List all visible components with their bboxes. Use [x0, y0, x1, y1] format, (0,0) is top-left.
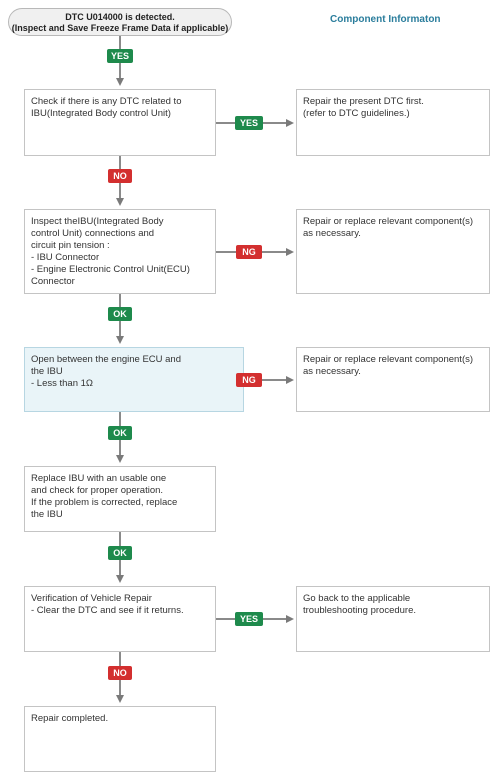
step-3-line-3: - Less than 1Ω [31, 378, 94, 389]
action-2-line-2: as necessary. [303, 228, 361, 239]
action-2-box [296, 209, 490, 294]
no-badge-step5: NO [108, 666, 132, 680]
step-3-line-2: the IBU [31, 366, 63, 377]
action-4-line-1: Go back to the applicable [303, 593, 411, 604]
step-1-box [24, 89, 216, 156]
step-4-box [24, 466, 216, 532]
start-line-1: DTC U014000 is detected. [65, 12, 175, 22]
step-2-line-6: Connector [31, 276, 75, 287]
step-4-line-3: If the problem is corrected, replace [31, 497, 178, 508]
component-information-header: Component Informaton [330, 14, 441, 25]
step-5-line-1: Verification of Vehicle Repair [31, 593, 152, 604]
action-2-line-1: Repair or replace relevant component(s) [303, 216, 474, 227]
ok-badge-step4: OK [108, 546, 132, 560]
step-4-line-4: the IBU [31, 509, 63, 520]
step-2-line-2: control Unit) connections and [31, 228, 155, 239]
step-1-line-2: IBU(Integrated Body control Unit) [31, 108, 171, 119]
start-node [8, 8, 232, 36]
action-4-line-2: troubleshooting procedure. [303, 605, 417, 616]
ok-badge-step3: OK [108, 426, 132, 440]
yes-badge-step1: YES [235, 116, 263, 130]
step-2-line-1: Inspect theIBU(Integrated Body [31, 216, 164, 227]
step-5-line-2: - Clear the DTC and see if it returns. [31, 605, 184, 616]
ok-badge-step2: OK [108, 307, 132, 321]
ng-badge-step3: NG [236, 373, 262, 387]
no-badge-step1: NO [108, 169, 132, 183]
action-3-line-2: as necessary. [303, 366, 361, 377]
action-3-line-1: Repair or replace relevant component(s) [303, 354, 474, 365]
step-3-box [24, 347, 244, 412]
action-3-box [296, 347, 490, 412]
action-1-line-2: (refer to DTC guidelines.) [303, 108, 410, 119]
start-line-2: (Inspect and Save Freeze Frame Data if applicable) [11, 23, 229, 33]
step-6-line-1: Repair completed. [31, 713, 109, 724]
step-3-line-1: Open between the engine ECU and [31, 354, 181, 365]
step-2-line-3: circuit pin tension : [31, 240, 110, 251]
step-2-line-5: - Engine Electronic Control Unit(ECU) [31, 264, 190, 275]
step-5-box [24, 586, 216, 652]
step-4-line-1: Replace IBU with an usable one [31, 473, 167, 484]
action-1-box [296, 89, 490, 156]
step-6-box [24, 706, 216, 772]
yes-badge-start: YES [107, 49, 133, 63]
action-1-line-1: Repair the present DTC first. [303, 96, 424, 107]
ng-badge-step2: NG [236, 245, 262, 259]
step-2-box [24, 209, 216, 294]
step-4-line-2: and check for proper operation. [31, 485, 164, 496]
step-1-line-1: Check if there is any DTC related to [31, 96, 182, 107]
yes-badge-step5: YES [235, 612, 263, 626]
step-2-line-4: - IBU Connector [31, 252, 100, 263]
action-4-box [296, 586, 490, 652]
